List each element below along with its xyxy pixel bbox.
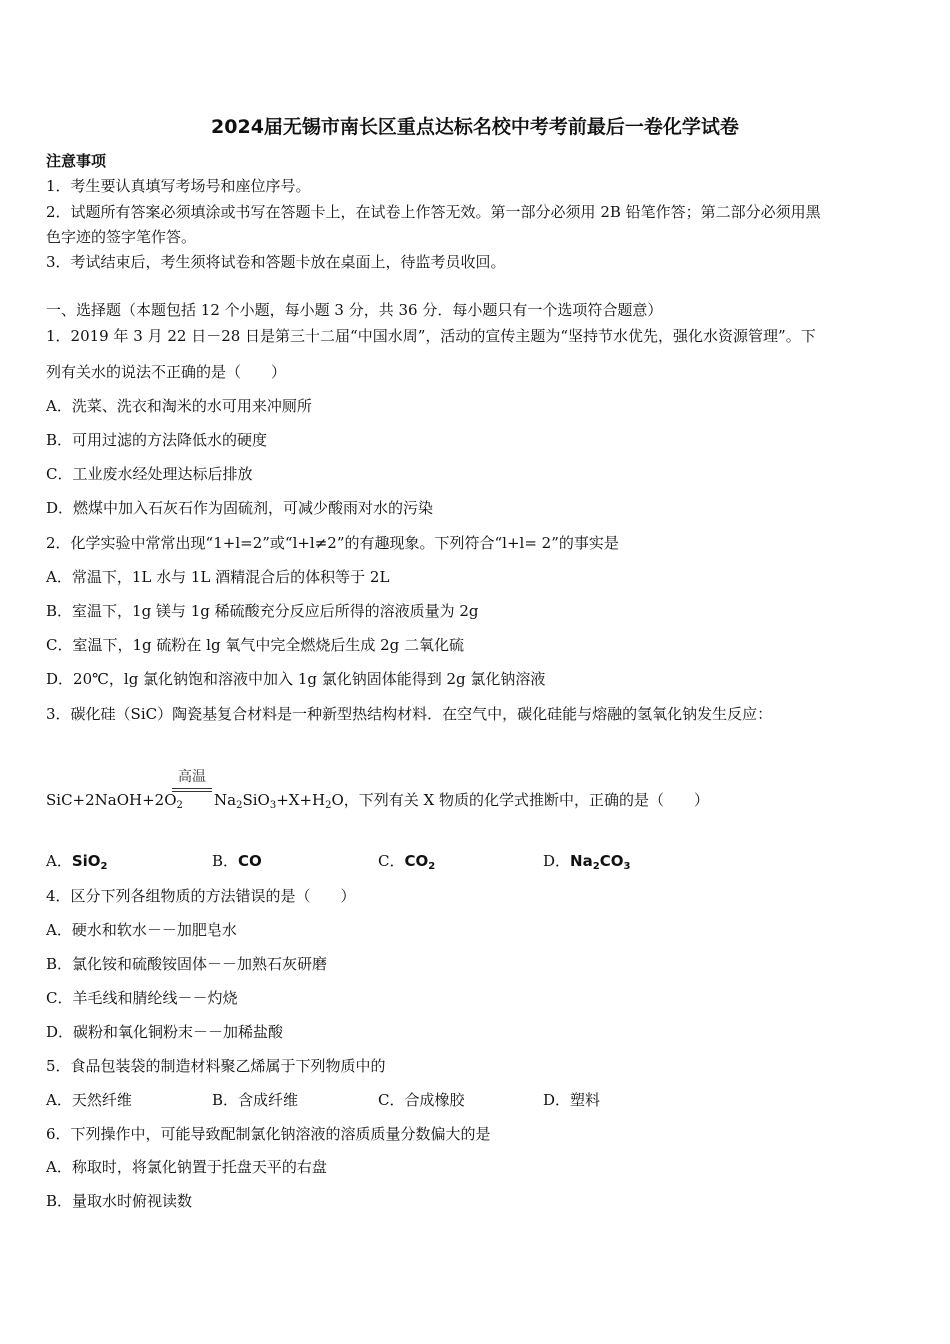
answer-option: B．氯化铵和硫酸铵固体－－加熟石灰研磨 [46,955,328,973]
answer-option: B．可用过滤的方法降低水的硬度 [46,431,268,449]
answer-option: A．常温下，1L 水与 1L 酒精混合后的体积等于 2L [46,568,390,586]
answer-option: B．室温下，1g 镁与 1g 稀硫酸充分反应后所得的溶液质量为 2g [46,602,479,620]
answer-option: C．室温下，1g 硫粉在 lg 氧气中完全燃烧后生成 2g 二氧化硫 [46,636,465,654]
notice-item: 1．考生要认真填写考场号和座位序号。 [46,177,311,195]
answer-option: A．硬水和软水－－加肥皂水 [46,921,237,939]
answer-option: B．量取水时俯视读数 [46,1192,193,1210]
answer-option: B．含成纤维 [212,1091,299,1109]
section-heading: 一、选择题（本题包括 12 个小题，每小题 3 分，共 36 分．每小题只有一个选项符合题意） [46,301,663,319]
chemical-equation-left: $SiC+2NaOH+2O_2$ [46,791,183,811]
answer-option: C．$CO_2$ [378,852,436,872]
equals-sign [172,788,212,792]
answer-option: A．天然纤维 [46,1091,132,1109]
notice-item: 2．试题所有答案必须填涂或书写在答题卡上，在试卷上作答无效。第一部分必须用 2B 铅笔作答；第二部分必须用黑 [46,203,821,221]
answer-option: D．20℃，lg 氯化钠饱和溶液中加入 1g 氯化钠固体能得到 2g 氯化钠溶液 [46,670,546,688]
question-stem: 列有关水的说法不正确的是（ ） [46,363,287,381]
notice-item: 3．考试结束后，考生须将试卷和答题卡放在桌面上，待监考员收回。 [46,253,506,271]
answer-option: D．碳粉和氧化铜粉末－－加稀盐酸 [46,1023,284,1041]
question-stem: 6．下列操作中，可能导致配制氯化钠溶液的溶质质量分数偏大的是 [46,1125,491,1143]
answer-option: A．洗菜、洗衣和淘米的水可用来冲厕所 [46,397,312,415]
question-stem: 3．碳化硅（SiC）陶瓷基复合材料是一种新型热结构材料．在空气中，碳化硅能与熔融的氢氧化钠发生反应： [46,705,773,723]
answer-option: C．羊毛线和腈纶线－－灼烧 [46,989,238,1007]
answer-option: D．$Na_2CO_3$ [543,852,631,872]
answer-option: C．合成橡胶 [378,1091,465,1109]
question-stem: 2．化学实验中常常出现“1+l=2”或“l+l≠2”的有趣现象。下列符合“l+l= 2”的事实是 [46,534,619,552]
answer-option: B．CO [212,852,262,870]
page-title: 2024届无锡市南长区重点达标名校中考考前最后一卷化学试卷 [211,116,739,138]
question-stem: 4．区分下列各组物质的方法错误的是（ ） [46,887,356,905]
notice-item: 色字迹的签字笔作答。 [46,228,197,246]
answer-option: D．燃煤中加入石灰石作为固硫剂，可减少酸雨对水的污染 [46,499,434,517]
answer-option: A．SiO$_2$ [46,852,108,872]
question-stem: 1．2019 年 3 月 22 日－28 日是第三十二届“中国水周”，活动的宣传主题为“坚持节水优先，强化水资源管理”。下 [46,327,816,345]
chemical-equation-right: $Na_2SiO_3+X+H_2O$，下列有关 X 物质的化学式推断中，正确的是（ ） [214,791,709,811]
question-stem: 5．食品包装袋的制造材料聚乙烯属于下列物质中的 [46,1057,386,1075]
answer-option: C．工业废水经处理达标后排放 [46,465,253,483]
notice-heading: 注意事项 [46,152,107,170]
answer-option: D．塑料 [543,1091,601,1109]
answer-option: A．称取时，将氯化钠置于托盘天平的右盘 [46,1158,327,1176]
reaction-condition [172,768,212,792]
condition-label: 高温 [178,769,206,785]
